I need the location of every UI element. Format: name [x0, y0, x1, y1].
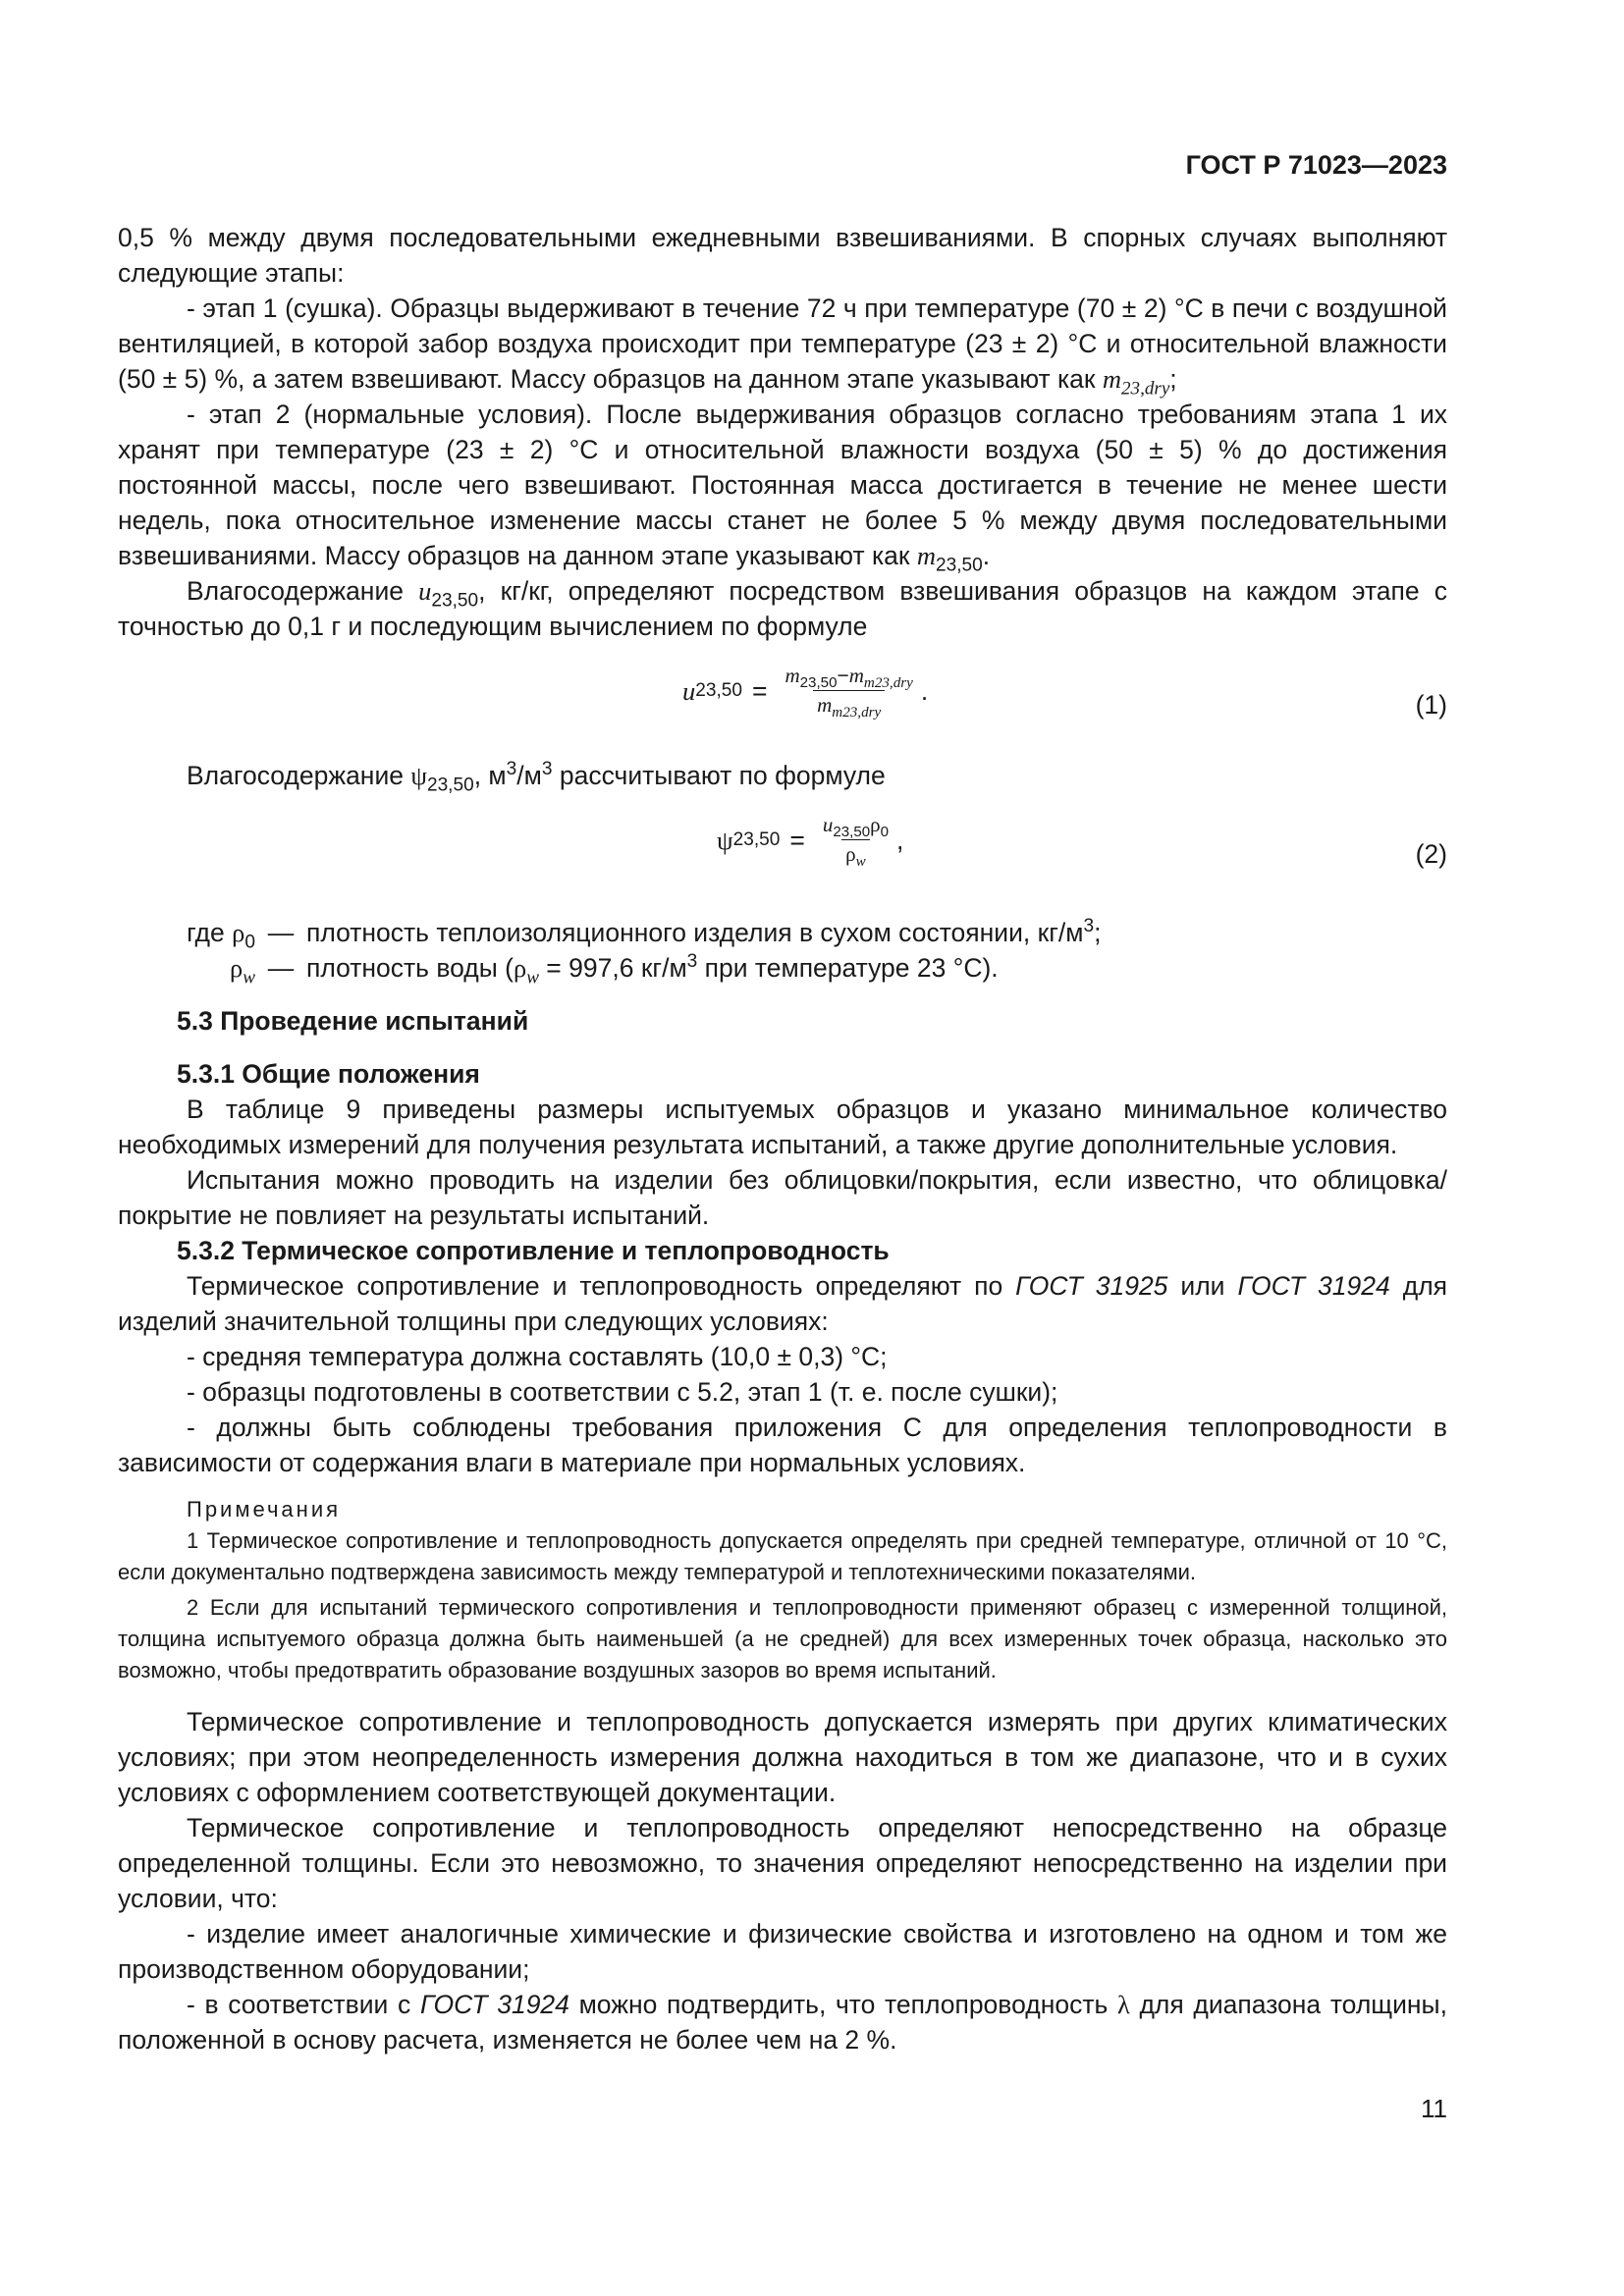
stage-2-paragraph: - этап 2 (нормальные условия). После выдерживания образцов согласно требованиям этапа 1 их хранят при температуре (23 ± 2) °С и относительной влажности воздуха (50 ± 5) % до достижения постоянной массы, после чего взвешивают. Постоянная масса достигается в течение не менее шести недель, пока относительное изменение массы станет не более 5 % между двумя последовательными взвешиваниями. Массу образцов на данном этапе указывают как $m_{23,50}$.: [118, 400, 1447, 576]
volumetric-moisture-paragraph: Влагосодержание $\psi_{23,50}$, $м^3/м^3$ рассчитывают по формуле: [187, 759, 886, 796]
page-body: [118, 220, 1447, 2057]
notes-title: Примечания: [187, 1497, 342, 1522]
standard-header: ГОСТ Р 71023—2023: [1185, 150, 1447, 180]
formula-2-number: (2): [1415, 839, 1447, 869]
definition-row: где $\rho_0$ — плотность теплоизоляционного изделия в сухом состоянии, $кг/м^3$;: [187, 916, 1102, 953]
note-item: 1 Термическое сопротивление и теплопроводность допускается определять при средней температуре, отличной от 10 °С, если документально подтверждена зависимость между температурой и теплотехническими показателями.: [118, 1528, 1447, 1584]
paragraph-direct-measurement: Термическое сопротивление и теплопроводность определяют непосредственно на образце определенной толщины. Если это невозможно, то значения определяют непосредственно на изделии при условии, что:: [118, 1813, 1447, 1913]
list-item: - средняя температура должна составлять (10,0 ± 0,3) °С;: [187, 1342, 888, 1371]
symbol-definitions: [118, 915, 1447, 986]
page-number: 11: [1421, 2094, 1447, 2123]
moisture-content-paragraph: Влагосодержание $u_{23,50}$, кг/кг, определяют посредством взвешивания образцов на каждом этапе с точностью до 0,1 г и последующим вычислением по формуле: [118, 576, 1447, 641]
list-item: - должны быть соблюдены требования приложения С для определения теплопроводности в зависимости от содержания влаги в материале при нормальных условиях.: [118, 1413, 1447, 1477]
paragraph-coating: Испытания можно проводить на изделии без облицовки/покрытия, если известно, что облицовка/покрытие не повлияет на результаты испытаний.: [118, 1165, 1447, 1230]
note-item: 2 Если для испытаний термического сопротивления и теплопроводности применяют образец с измеренной толщиной, толщина испытуемого образца должна быть наименьшей (а не средней) для всех измеренных точек образца, насколько это возможно, чтобы предотвратить образование воздушных зазоров во время испытаний.: [118, 1595, 1447, 1682]
list-item: - изделие имеет аналогичные химические и физические свойства и изготовлено на одном и том же производственном оборудовании;: [118, 1919, 1447, 1984]
formula-2: ψ 23,50 = $\frac{u_{23,50}\rho_0}{\rho_w}$ , (2): [717, 813, 1447, 871]
stage-1-paragraph: - этап 1 (сушка). Образцы выдерживают в течение 72 ч при температуре (70 ± 2) °С в печи с воздушной вентиляцией, в которой забор воздуха происходит при температуре (23 ± 2) °С и относительной влажности (50 ± 5) %, а затем взвешивают. Массу образцов на данном этапе указывают как $m_{23,dry}$;: [118, 294, 1447, 400]
paragraph-table-9: В таблице 9 приведены размеры испытуемых образцов и указано минимальное количество необходимых измерений для получения результата испытаний, а также другие дополнительные условия.: [118, 1095, 1447, 1159]
formula-1-number: (1): [1415, 690, 1447, 720]
section-heading-5-3: 5.3 Проведение испытаний: [177, 1006, 529, 1036]
formula-2-fraction: $\frac{u_{23,50}\rho_0}{\rho_w}$: [822, 813, 890, 871]
list-item: - в соответствии с ГОСТ 31924 можно подтвердить, что теплопроводность λ для диапазона толщины, положенной в основу расчета, изменяется не более чем на 2 %.: [118, 1990, 1447, 2055]
section-heading-5-3-1: 5.3.1 Общие положения: [177, 1059, 480, 1089]
section-heading-5-3-2: 5.3.2 Термическое сопротивление и теплопроводность: [177, 1236, 890, 1265]
definition-row: $\rho_w$ — плотность воды ($\rho_w = 997,6$ $кг/м^3$ при температуре 23 °С).: [230, 951, 999, 988]
paragraph-thermal-resistance: Термическое сопротивление и теплопроводность определяют по ГОСТ 31925 или ГОСТ 31924 для изделий значительной толщины при следующих условиях:: [118, 1271, 1448, 1336]
notes-block: [118, 1494, 1447, 1686]
list-item: - образцы подготовлены в соответствии с 5.2, этап 1 (т. е. после сушки);: [187, 1377, 1058, 1407]
paragraph-1: 0,5 % между двумя последовательными ежедневными взвешиваниями. В спорных случаях выполняют следующие этапы:: [118, 223, 1447, 288]
paragraph-other-conditions: Термическое сопротивление и теплопроводность допускается измерять при других климатических условиях; при этом неопределенность измерения должна находиться в том же диапазоне, что и в сухих условиях с оформлением соответствующей документации.: [118, 1707, 1447, 1807]
formula-1-fraction: $\frac{m_{23,50}-m_{m23,dry}}{m_{m23,dry}}$: [785, 664, 913, 721]
formula-1: u 23,50 = $\frac{m_{23,50}-m_{m23,dry}}{m_{m23,dry}}$ . (1): [682, 664, 1447, 721]
